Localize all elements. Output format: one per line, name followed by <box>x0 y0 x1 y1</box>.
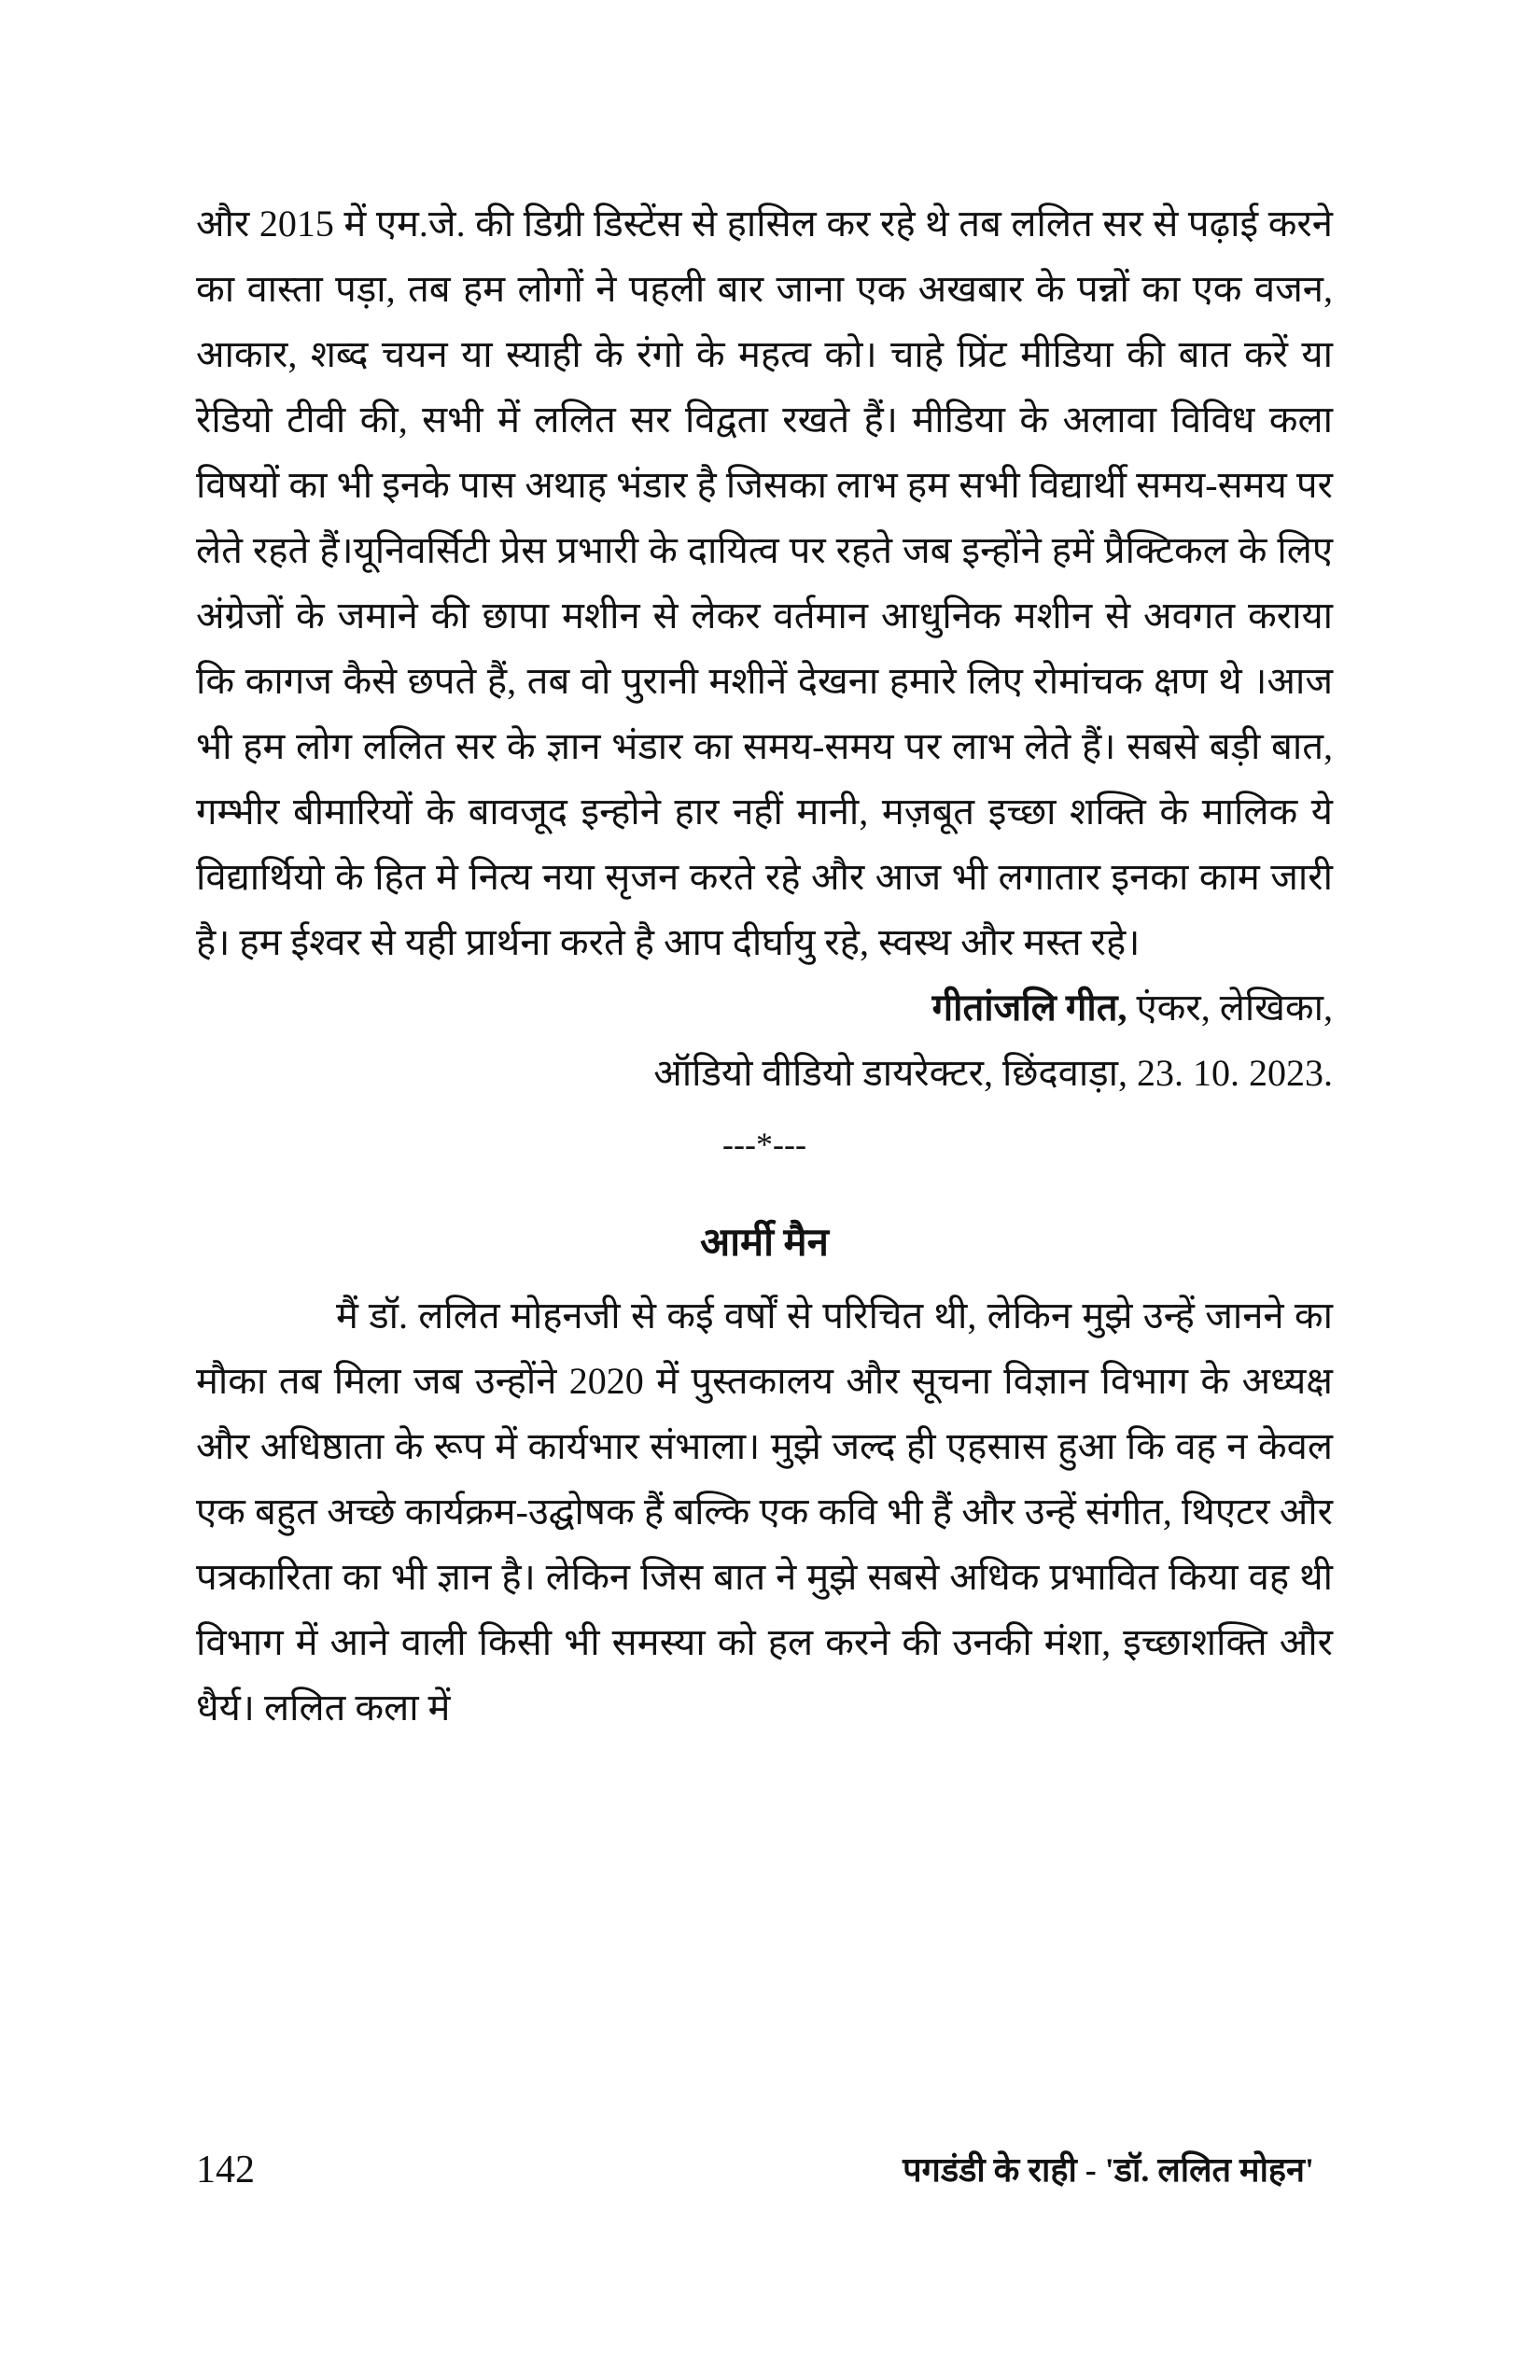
signature-line-2: ऑडियो वीडियो डायरेक्टर, छिंदवाड़ा, 23. 10. 2023. <box>653 1052 1333 1094</box>
running-title: पगडंडी के राही - 'डॉ. ललित मोहन' <box>903 2151 1314 2189</box>
section-heading: आर्मी मैन <box>700 1222 829 1265</box>
section-separator: ---*--- <box>722 1126 806 1163</box>
author-name: गीतांजलि गीत, <box>931 987 1127 1029</box>
page-number: 142 <box>196 2149 255 2191</box>
paragraph-2: मैं डॉ. ललित मोहनजी से कई वर्षों से परिचित थी, लेकिन मुझे उन्हें जानने का मौका तब मिला जब उन्होंने 2020 में पुस्तकालय और सूचना विज्ञान विभाग के अध्यक्ष और अधिष्ठाता के रूप में कार्यभार संभाला। मुझे जल्द ही एहसास हुआ कि वह न केवल एक बहुत अच्छे कार्यक्रम-उद्घोषक हैं बल्कि एक कवि भी हैं और उन्हें संगीत, थिएटर और पत्रकारिता का भी ज्ञान है। लेकिन जिस बात ने मुझे सबसे अधिक प्रभावित किया वह थी विभाग में आने वाली किसी भी समस्या को हल करने की उनकी मंशा, इच्छाशक्ति और धैर्य। ललित कला में <box>196 1295 1333 1729</box>
author-roles: एंकर, लेखिका, <box>1127 987 1333 1029</box>
signature-line-1 <box>196 975 1333 1041</box>
paragraph-1: और 2015 में एम.जे. की डिग्री डिस्टेंस से हासिल कर रहे थे तब ललित सर से पढ़ाई करने का वास्ता पड़ा, तब हम लोगों ने पहली बार जाना एक अखबार के पन्नों का एक वजन, आकार, शब्द चयन या स्याही के रंगो के महत्व को। चाहे प्रिंट मीडिया की बात करें या रेडियो टीवी की, सभी में ललित सर विद्वता रखते हैं। मीडिया के अलावा विविध कला विषयों का भी इनके पास अथाह भंडार है जिसका लाभ हम सभी विद्यार्थी समय-समय पर लेते रहते हैं।यूनिवर्सिटी प्रेस प्रभारी के दायित्व पर रहते जब इन्होंने हमें प्रैक्टिकल के लिए अंग्रेजों के जमाने की छापा मशीन से लेकर वर्तमान आधुनिक मशीन से अवगत कराया कि कागज कैसे छपते हैं, तब वो पुरानी मशीनें देखना हमारे लिए रोमांचक क्षण थे ।आज भी हम लोग ललित सर के ज्ञान भंडार का समय-समय पर लाभ लेते हैं। सबसे बड़ी बात, गम्भीर बीमारियों के बावजूद इन्होने हार नहीं मानी, मज़बूत इच्छा शक्ति के मालिक ये विद्यार्थियो के हित मे नित्य नया सृजन करते रहे और आज भी लगातार इनका काम जारी है। हम ईश्वर से यही प्रार्थना करते है आप दीर्घायु रहे, स्वस्थ और मस्त रहे। <box>196 203 1333 963</box>
page-body <box>196 191 1333 1741</box>
page-footer <box>196 2137 1333 2203</box>
